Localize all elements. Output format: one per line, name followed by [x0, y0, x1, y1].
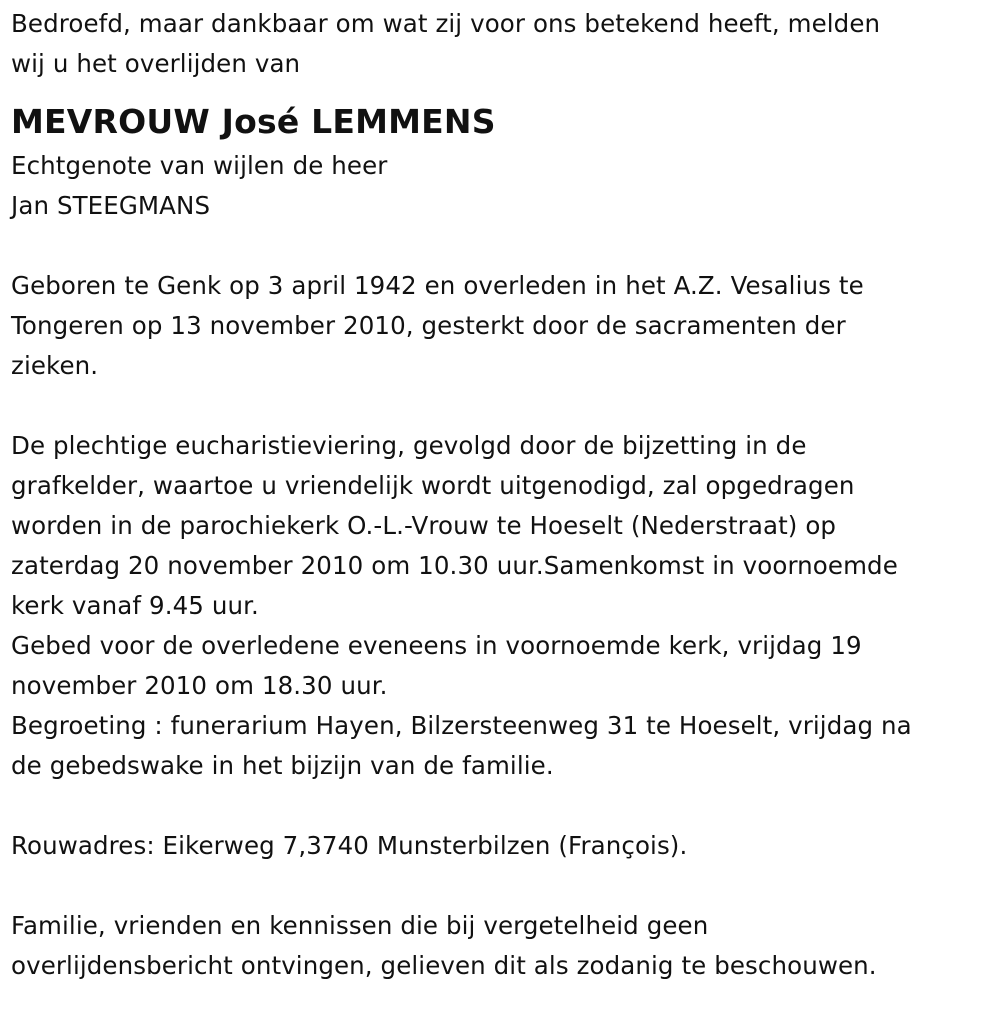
intro-line: wij u het overlijden van: [11, 49, 301, 78]
ceremony-paragraph: [11, 426, 991, 786]
spouse-paragraph: [11, 146, 991, 226]
ceremony-line: Gebed voor de overledene eveneens in voornoemde kerk, vrijdag 19: [11, 631, 862, 660]
spouse-line: Echtgenote van wijlen de heer: [11, 151, 388, 180]
paragraph-spacer: [11, 226, 991, 266]
ceremony-line: Begroeting : funerarium Hayen, Bilzersteenweg 31 te Hoeselt, vrijdag na: [11, 711, 912, 740]
birth-death-line: zieken.: [11, 351, 99, 380]
ceremony-line: kerk vanaf 9.45 uur.: [11, 591, 259, 620]
obituary-notice: [11, 4, 991, 986]
ceremony-line: De plechtige eucharistieviering, gevolgd door de bijzetting in de: [11, 431, 807, 460]
paragraph-spacer: [11, 786, 991, 826]
ceremony-line: november 2010 om 18.30 uur.: [11, 671, 388, 700]
ceremony-line: grafkelder, waartoe u vriendelijk wordt uitgenodigd, zal opgedragen: [11, 471, 855, 500]
birth-death-line: Tongeren op 13 november 2010, gesterkt door de sacramenten der: [11, 311, 846, 340]
intro-paragraph: [11, 4, 991, 84]
spouse-line: Jan STEEGMANS: [11, 191, 211, 220]
ceremony-line: worden in de parochiekerk O.-L.-Vrouw te Hoeselt (Nederstraat) op: [11, 511, 837, 540]
paragraph-spacer: [11, 386, 991, 426]
deceased-name: MEVROUW José LEMMENS: [11, 102, 496, 141]
birth-death-line: Geboren te Genk op 3 april 1942 en overleden in het A.Z. Vesalius te: [11, 271, 864, 300]
mourning-address: Rouwadres: Eikerweg 7,3740 Munsterbilzen (François).: [11, 831, 688, 860]
closing-line: overlijdensbericht ontvingen, gelieven dit als zodanig te beschouwen.: [11, 951, 877, 980]
intro-line: Bedroefd, maar dankbaar om wat zij voor ons betekend heeft, melden: [11, 9, 881, 38]
ceremony-line: zaterdag 20 november 2010 om 10.30 uur.Samenkomst in voornoemde: [11, 551, 898, 580]
closing-paragraph: [11, 906, 991, 986]
paragraph-spacer: [11, 866, 991, 906]
closing-line: Familie, vrienden en kennissen die bij vergetelheid geen: [11, 911, 709, 940]
birth-death-paragraph: [11, 266, 991, 386]
ceremony-line: de gebedswake in het bijzijn van de familie.: [11, 751, 554, 780]
